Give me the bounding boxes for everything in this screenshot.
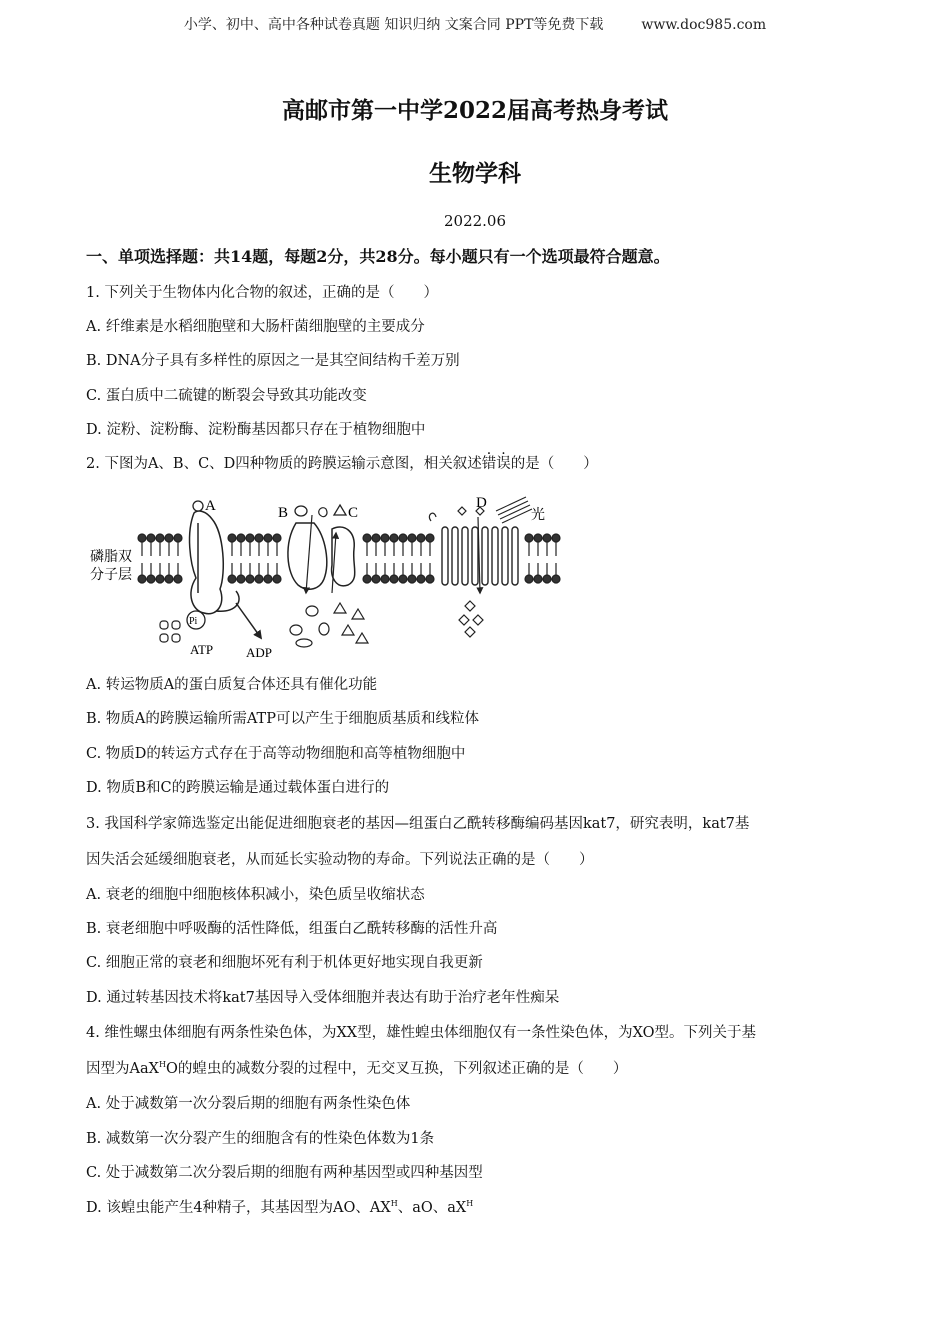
q1-option-d: D. 淀粉、淀粉酶、淀粉酶基因都只存在于植物细胞中: [86, 422, 426, 438]
phospholipid-head: [237, 575, 245, 583]
phospholipid-head: [543, 575, 551, 583]
phospholipid-head: [165, 575, 173, 583]
phospholipid-head: [408, 575, 416, 583]
phospholipid-head: [372, 534, 380, 542]
q2-stem-part1: 2. 下图为A、B、C、D四种物质的跨膜运输示意图，相关叙述: [86, 456, 482, 472]
q3-option-c: C. 细胞正常的衰老和细胞坏死有利于机体更好地实现自我更新: [86, 955, 483, 971]
phospholipid-head: [147, 534, 155, 542]
phospholipid-head: [147, 575, 155, 583]
molecule-a-out: [193, 501, 203, 511]
molecules-d-inside: [459, 601, 483, 637]
phospholipid-head: [273, 575, 281, 583]
phospholipid-head: [237, 534, 245, 542]
phospholipid-head: [534, 534, 542, 542]
phospholipid-head: [408, 534, 416, 542]
phospholipid-head: [426, 534, 434, 542]
q1-option-b: B. DNA分子具有多样性的原因之一是其空间结构千差万别: [86, 353, 460, 369]
phospholipid-head: [381, 575, 389, 583]
phospholipid-head: [525, 534, 533, 542]
phospholipid-head: [138, 575, 146, 583]
phospholipid-head: [390, 534, 398, 542]
q1-option-a: A. 纤维素是水稻细胞壁和大肠杆菌细胞壁的主要成分: [86, 319, 425, 335]
q3-option-d: D. 通过转基因技术将kat7基因导入受体细胞并表达有助于治疗老年性痴呆: [86, 990, 560, 1006]
phospholipid-head: [399, 534, 407, 542]
phospholipid-head: [525, 575, 533, 583]
q3-option-b: B. 衰老细胞中呼吸酶的活性降低，组蛋白乙酰转移酶的活性升高: [86, 921, 498, 937]
q4-option-d: [86, 1198, 866, 1218]
phospholipid-head: [246, 534, 254, 542]
phospholipid-head: [174, 534, 182, 542]
q4-stem-line2-b: O的蝗虫的减数分裂的过程中，无交叉互换，下列叙述正确的是（ ）: [165, 1061, 628, 1077]
q4-stem-line2: [86, 1059, 866, 1079]
phospholipid-head: [228, 534, 236, 542]
molecule-c-out-1: [334, 505, 346, 515]
phospholipid-head: [552, 575, 560, 583]
phospholipid-head: [165, 534, 173, 542]
light-rays: [496, 497, 532, 523]
q2-emphasis-1: 错: [481, 456, 497, 472]
q4-option-d-sup1: H: [390, 1199, 398, 1209]
phospholipid-head: [156, 534, 164, 542]
phospholipid-head: [552, 534, 560, 542]
q2-stem: [86, 454, 866, 474]
phospholipid-head: [363, 575, 371, 583]
phospholipid-head: [399, 575, 407, 583]
q4-option-d-a: D. 该蝗虫能产生4种精子，其基因型为AO、AX: [86, 1200, 391, 1216]
q4-option-d-b: 、aO、aX: [397, 1200, 467, 1216]
molecules-bc-inside: [290, 603, 368, 647]
phospholipid-head: [390, 575, 398, 583]
phospholipid-head: [174, 575, 182, 583]
q4-option-c: C. 处于减数第二次分裂后期的细胞有两种基因型或四种基因型: [86, 1165, 483, 1181]
q4-option-b: B. 减数第一次分裂产生的细胞含有的性染色体数为1条: [86, 1131, 435, 1147]
q4-stem-line1: 4. 维性螺虫体细胞有两条性染色体，为XX型，雄性蝗虫体细胞仅有一条性染色体，为XO型。下列关于基: [86, 1025, 757, 1041]
q2-stem-part2: 的是（ ）: [510, 456, 598, 472]
exam-title: 高邮市第一中学2022届高考热身考试: [281, 97, 668, 124]
q3-stem-line2: 因失活会延缓细胞衰老，从而延长实验动物的寿命。下列说法正确的是（ ）: [86, 852, 594, 868]
phospholipid-head: [264, 534, 272, 542]
label-a: A: [205, 498, 216, 514]
phospholipid-head: [255, 534, 263, 542]
phospholipid-head: [381, 534, 389, 542]
q3-option-a: A. 衰老的细胞中细胞核体积减小，染色质呈收缩状态: [86, 887, 425, 903]
phospholipid-head: [534, 575, 542, 583]
phospholipid-head: [543, 534, 551, 542]
q1-option-c: C. 蛋白质中二硫键的断裂会导致其功能改变: [86, 388, 367, 404]
q4-option-a: A. 处于减数第一次分裂后期的细胞有两条性染色体: [86, 1096, 411, 1112]
label-adp: ADP: [246, 645, 273, 660]
q2-option-a: A. 转运物质A的蛋白质复合体还具有催化功能: [86, 677, 378, 693]
q4-option-d-sup2: H: [466, 1199, 474, 1209]
phospholipid-head: [255, 575, 263, 583]
phospholipid-head: [138, 534, 146, 542]
exam-date: 2022.06: [443, 212, 507, 230]
header-site[interactable]: www.doc985.com: [641, 17, 767, 33]
label-b: B: [278, 505, 289, 521]
q1-stem: 1. 下列关于生物体内化合物的叙述，正确的是（ ）: [86, 285, 438, 301]
phospholipid-head: [264, 575, 272, 583]
molecule-b-out: [295, 506, 307, 516]
molecule-c-out-2: [319, 508, 327, 517]
protein-bc: [288, 523, 355, 589]
q2-option-b: B. 物质A的跨膜运输所需ATP可以产生于细胞质基质和线粒体: [86, 711, 479, 727]
phospholipid-head: [372, 575, 380, 583]
label-d: D: [476, 495, 487, 511]
phospholipid-head: [273, 534, 281, 542]
q2-option-c: C. 物质D的转运方式存在于高等动物细胞和高等植物细胞中: [86, 746, 466, 762]
label-atp: ATP: [190, 642, 214, 657]
header-tagline: 小学、初中、高中各种试卷真题 知识归纳 文案合同 PPT等免费下载: [183, 17, 604, 33]
label-bilayer-1: 磷脂双: [90, 549, 132, 565]
phospholipid-head: [246, 575, 254, 583]
q4-stem-line2-a: 因型为AaX: [86, 1061, 159, 1077]
label-c: C: [348, 505, 359, 521]
section-heading: 一、单项选择题：共14题，每题2分，共28分。每小题只有一个选项最符合题意。: [86, 247, 670, 266]
molecule-a-inside: [160, 621, 180, 642]
phospholipid-head: [228, 575, 236, 583]
label-pi: Pi: [189, 616, 198, 627]
phospholipid-head: [363, 534, 371, 542]
label-bilayer-2: 分子层: [90, 567, 132, 583]
q4-stem-sup: H: [158, 1060, 166, 1070]
q2-emphasis-2: 误: [496, 456, 511, 472]
phospholipid-head: [417, 534, 425, 542]
q3-stem-line1: 3. 我国科学家筛选鉴定出能促进细胞衰老的基因—组蛋白乙酰转移酶编码基因kat7，研究表明，kat7基: [86, 816, 750, 832]
page-header: [0, 14, 950, 34]
phospholipid-head: [417, 575, 425, 583]
phospholipid-head: [426, 575, 434, 583]
exam-subject: 生物学科: [429, 160, 521, 187]
phospholipid-head: [156, 575, 164, 583]
q2-option-d: D. 物质B和C的跨膜运输是通过载体蛋白进行的: [86, 780, 390, 796]
membrane-transport-figure: [86, 493, 566, 665]
label-light: 光: [531, 507, 545, 523]
